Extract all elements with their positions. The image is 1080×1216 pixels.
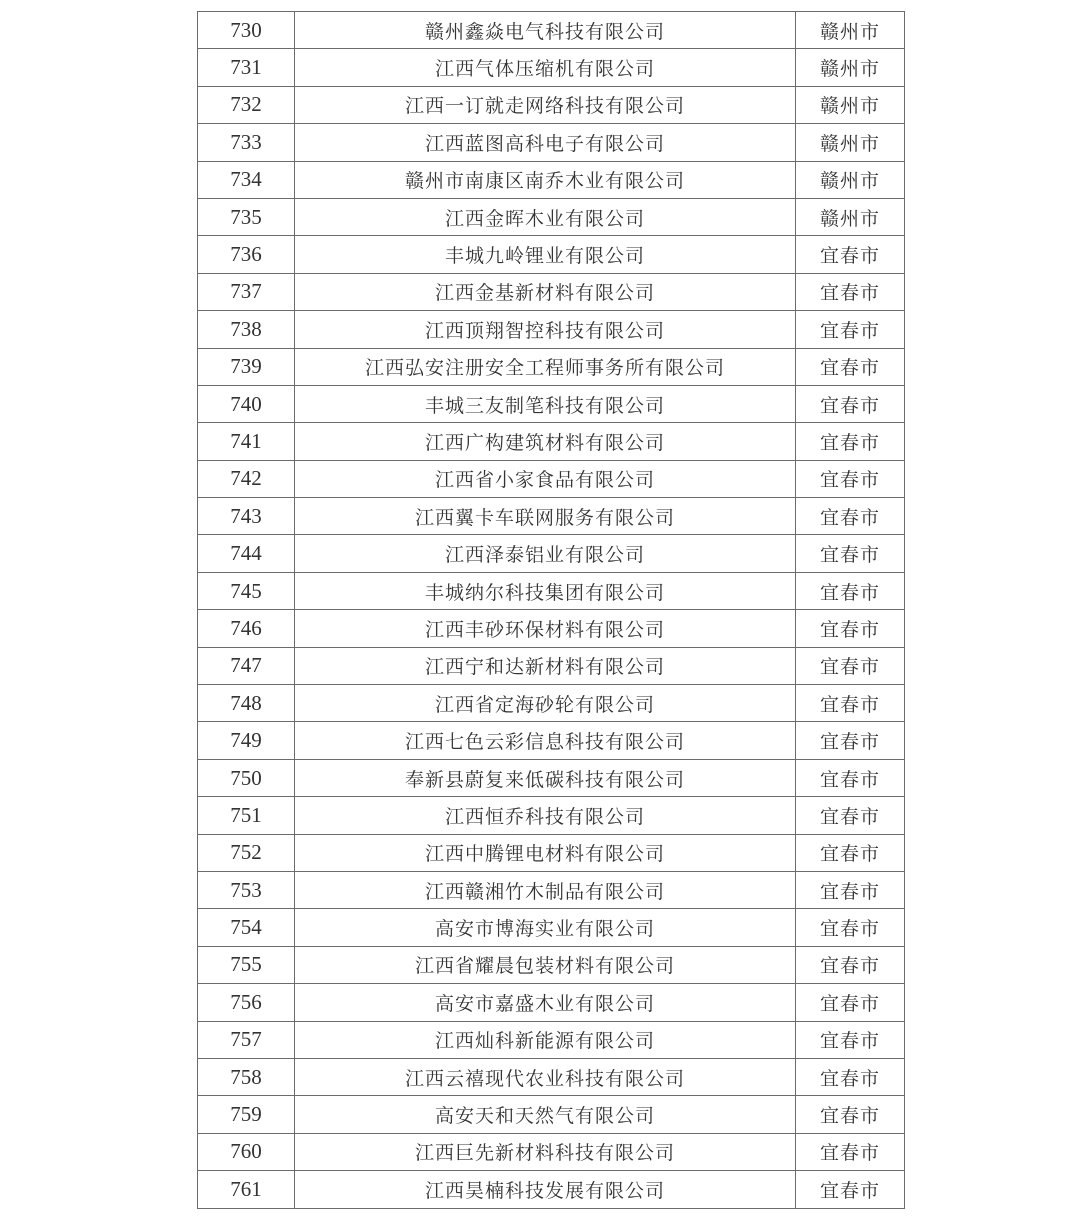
table-row xyxy=(198,1171,905,1208)
row-number-cell: 755 xyxy=(198,946,295,983)
city-cell: 宜春市 xyxy=(796,273,905,310)
row-number-cell: 736 xyxy=(198,236,295,273)
company-name-cell: 奉新县蔚复来低碳科技有限公司 xyxy=(295,759,796,796)
row-number-cell: 748 xyxy=(198,685,295,722)
company-name-cell: 江西巨先新材料科技有限公司 xyxy=(295,1133,796,1170)
row-number-cell: 747 xyxy=(198,647,295,684)
company-name-cell: 江西蓝图高科电子有限公司 xyxy=(295,124,796,161)
company-name-cell: 高安市博海实业有限公司 xyxy=(295,909,796,946)
row-number-cell: 738 xyxy=(198,311,295,348)
company-name-cell: 江西省耀晨包装材料有限公司 xyxy=(295,946,796,983)
table-row xyxy=(198,86,905,123)
city-cell: 宜春市 xyxy=(796,647,905,684)
company-name-cell: 丰城纳尔科技集团有限公司 xyxy=(295,572,796,609)
table-row xyxy=(198,572,905,609)
table-row xyxy=(198,1021,905,1058)
table-row xyxy=(198,610,905,647)
row-number-cell: 735 xyxy=(198,198,295,235)
table-row xyxy=(198,273,905,310)
company-name-cell: 赣州市南康区南乔木业有限公司 xyxy=(295,161,796,198)
table-row xyxy=(198,871,905,908)
row-number-cell: 745 xyxy=(198,572,295,609)
row-number-cell: 744 xyxy=(198,535,295,572)
city-cell: 宜春市 xyxy=(796,460,905,497)
company-name-cell: 高安天和天然气有限公司 xyxy=(295,1096,796,1133)
table-row xyxy=(198,423,905,460)
table-row xyxy=(198,161,905,198)
city-cell: 赣州市 xyxy=(796,12,905,49)
row-number-cell: 746 xyxy=(198,610,295,647)
city-cell: 宜春市 xyxy=(796,1171,905,1208)
row-number-cell: 753 xyxy=(198,871,295,908)
company-name-cell: 江西丰砂环保材料有限公司 xyxy=(295,610,796,647)
city-cell: 宜春市 xyxy=(796,984,905,1021)
row-number-cell: 740 xyxy=(198,385,295,422)
city-cell: 赣州市 xyxy=(796,124,905,161)
city-cell: 宜春市 xyxy=(796,1133,905,1170)
city-cell: 宜春市 xyxy=(796,1021,905,1058)
company-name-cell: 江西云禧现代农业科技有限公司 xyxy=(295,1058,796,1095)
city-cell: 赣州市 xyxy=(796,49,905,86)
row-number-cell: 760 xyxy=(198,1133,295,1170)
table-row xyxy=(198,198,905,235)
row-number-cell: 758 xyxy=(198,1058,295,1095)
city-cell: 宜春市 xyxy=(796,909,905,946)
city-cell: 宜春市 xyxy=(796,834,905,871)
table-row xyxy=(198,984,905,1021)
table-row xyxy=(198,685,905,722)
company-name-cell: 高安市嘉盛木业有限公司 xyxy=(295,984,796,1021)
company-name-cell: 丰城九岭锂业有限公司 xyxy=(295,236,796,273)
table-row xyxy=(198,49,905,86)
city-cell: 宜春市 xyxy=(796,946,905,983)
row-number-cell: 737 xyxy=(198,273,295,310)
table-row xyxy=(198,460,905,497)
table-row xyxy=(198,1096,905,1133)
city-cell: 宜春市 xyxy=(796,871,905,908)
row-number-cell: 742 xyxy=(198,460,295,497)
company-name-cell: 江西广构建筑材料有限公司 xyxy=(295,423,796,460)
row-number-cell: 759 xyxy=(198,1096,295,1133)
table-row xyxy=(198,348,905,385)
city-cell: 赣州市 xyxy=(796,198,905,235)
row-number-cell: 761 xyxy=(198,1171,295,1208)
city-cell: 赣州市 xyxy=(796,86,905,123)
table-row xyxy=(198,1058,905,1095)
city-cell: 宜春市 xyxy=(796,311,905,348)
company-name-cell: 丰城三友制笔科技有限公司 xyxy=(295,385,796,422)
city-cell: 宜春市 xyxy=(796,685,905,722)
company-name-cell: 江西省小家食品有限公司 xyxy=(295,460,796,497)
company-name-cell: 江西七色云彩信息科技有限公司 xyxy=(295,722,796,759)
company-name-cell: 江西泽泰铝业有限公司 xyxy=(295,535,796,572)
city-cell: 宜春市 xyxy=(796,423,905,460)
table-row xyxy=(198,1133,905,1170)
city-cell: 赣州市 xyxy=(796,161,905,198)
table-row xyxy=(198,797,905,834)
row-number-cell: 732 xyxy=(198,86,295,123)
city-cell: 宜春市 xyxy=(796,348,905,385)
table-row xyxy=(198,236,905,273)
company-name-cell: 江西翼卡车联网服务有限公司 xyxy=(295,498,796,535)
table-row xyxy=(198,834,905,871)
company-name-cell: 江西昊楠科技发展有限公司 xyxy=(295,1171,796,1208)
table-row xyxy=(198,647,905,684)
city-cell: 宜春市 xyxy=(796,759,905,796)
city-cell: 宜春市 xyxy=(796,572,905,609)
row-number-cell: 741 xyxy=(198,423,295,460)
city-cell: 宜春市 xyxy=(796,722,905,759)
city-cell: 宜春市 xyxy=(796,498,905,535)
table-row xyxy=(198,759,905,796)
table-row xyxy=(198,12,905,49)
city-cell: 宜春市 xyxy=(796,385,905,422)
company-list-table xyxy=(197,11,905,1209)
row-number-cell: 751 xyxy=(198,797,295,834)
company-name-cell: 江西金晖木业有限公司 xyxy=(295,198,796,235)
city-cell: 宜春市 xyxy=(796,1096,905,1133)
city-cell: 宜春市 xyxy=(796,610,905,647)
company-name-cell: 江西宁和达新材料有限公司 xyxy=(295,647,796,684)
row-number-cell: 757 xyxy=(198,1021,295,1058)
row-number-cell: 731 xyxy=(198,49,295,86)
row-number-cell: 733 xyxy=(198,124,295,161)
table-row xyxy=(198,946,905,983)
row-number-cell: 752 xyxy=(198,834,295,871)
company-name-cell: 赣州鑫焱电气科技有限公司 xyxy=(295,12,796,49)
company-name-cell: 江西省定海砂轮有限公司 xyxy=(295,685,796,722)
row-number-cell: 734 xyxy=(198,161,295,198)
row-number-cell: 739 xyxy=(198,348,295,385)
city-cell: 宜春市 xyxy=(796,1058,905,1095)
table-row xyxy=(198,385,905,422)
company-list-table-wrapper xyxy=(197,11,904,1209)
table-row xyxy=(198,498,905,535)
row-number-cell: 743 xyxy=(198,498,295,535)
city-cell: 宜春市 xyxy=(796,236,905,273)
table-row xyxy=(198,909,905,946)
table-row xyxy=(198,311,905,348)
company-list-body xyxy=(198,12,905,1209)
company-name-cell: 江西中腾锂电材料有限公司 xyxy=(295,834,796,871)
company-name-cell: 江西一订就走网络科技有限公司 xyxy=(295,86,796,123)
city-cell: 宜春市 xyxy=(796,535,905,572)
company-name-cell: 江西金基新材料有限公司 xyxy=(295,273,796,310)
table-row xyxy=(198,722,905,759)
table-row xyxy=(198,535,905,572)
company-name-cell: 江西弘安注册安全工程师事务所有限公司 xyxy=(295,348,796,385)
row-number-cell: 750 xyxy=(198,759,295,796)
row-number-cell: 756 xyxy=(198,984,295,1021)
row-number-cell: 749 xyxy=(198,722,295,759)
company-name-cell: 江西赣湘竹木制品有限公司 xyxy=(295,871,796,908)
company-name-cell: 江西恒乔科技有限公司 xyxy=(295,797,796,834)
row-number-cell: 730 xyxy=(198,12,295,49)
company-name-cell: 江西灿科新能源有限公司 xyxy=(295,1021,796,1058)
row-number-cell: 754 xyxy=(198,909,295,946)
company-name-cell: 江西气体压缩机有限公司 xyxy=(295,49,796,86)
company-name-cell: 江西顶翔智控科技有限公司 xyxy=(295,311,796,348)
city-cell: 宜春市 xyxy=(796,797,905,834)
table-row xyxy=(198,124,905,161)
